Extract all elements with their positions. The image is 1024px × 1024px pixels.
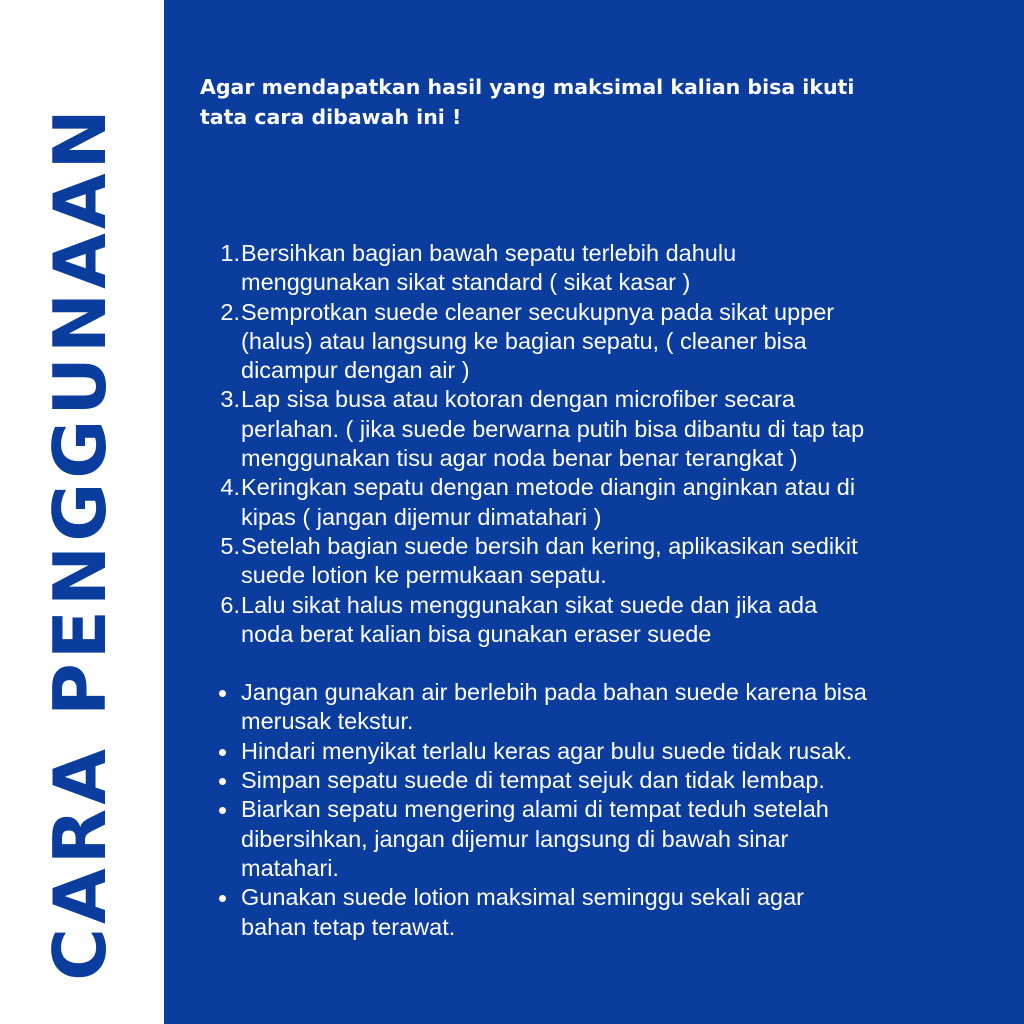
instructions-list <box>164 239 867 942</box>
bullet-icon <box>219 807 226 814</box>
step-line: suede lotion ke permukaan sepatu. <box>241 562 607 589</box>
step-line: (halus) atau langsung ke bagian sepatu, ( cleaner bisa <box>241 327 807 354</box>
bullet-icon <box>219 749 226 756</box>
step-line: Keringkan sepatu dengan metode diangin anginkan atau di <box>241 474 856 501</box>
step-line: dicampur dengan air ) <box>241 357 470 384</box>
bullet-icon <box>219 895 226 902</box>
tip-line: dibersihkan, jangan dijemur langsung di bawah sinar <box>241 825 789 852</box>
step-line: noda berat kalian bisa gunakan eraser suede <box>241 620 712 647</box>
tip-line: Gunakan suede lotion maksimal seminggu sekali agar <box>241 884 805 911</box>
intro-text <box>200 72 854 132</box>
tip-item <box>164 678 867 737</box>
step-line: kipas ( jangan dijemur dimatahari ) <box>241 503 602 530</box>
step-item <box>164 591 867 650</box>
bullet-icon <box>219 690 226 697</box>
step-line: Lap sisa busa atau kotoran dengan microfiber secara <box>241 386 795 413</box>
tip-line: Hindari menyikat terlalu keras agar bulu suede tidak rusak. <box>241 737 853 764</box>
step-number: 1. <box>220 240 240 266</box>
tip-line: Biarkan sepatu mengering alami di tempat teduh setelah <box>241 796 829 823</box>
step-line: Setelah bagian suede bersih dan kering, aplikasikan sedikit <box>241 532 858 559</box>
bullet-icon <box>219 778 226 785</box>
tip-line: Simpan sepatu suede di tempat sejuk dan tidak lembap. <box>241 767 825 794</box>
tip-item <box>164 883 867 942</box>
step-line: menggunakan tisu agar noda benar benar terangkat ) <box>241 445 798 472</box>
tip-item <box>164 766 867 795</box>
vertical-title: CARA PENGGUNAAN <box>38 105 122 981</box>
list-spacer <box>164 649 867 678</box>
intro-line: tata cara dibawah ini ! <box>200 105 462 129</box>
step-line: Lalu sikat halus menggunakan sikat suede dan jika ada <box>241 591 818 618</box>
step-line: Semprotkan suede cleaner secukupnya pada sikat upper <box>241 298 835 325</box>
step-number: 4. <box>220 474 240 501</box>
step-number: 2. <box>220 298 240 325</box>
tip-item <box>164 795 867 883</box>
step-number: 6. <box>220 591 240 618</box>
step-item <box>164 298 867 386</box>
tip-line: Jangan gunakan air berlebih pada bahan suede karena bisa <box>241 679 867 706</box>
step-item <box>164 473 867 532</box>
tip-line: merusak tekstur. <box>241 708 414 735</box>
step-line: Bersihkan bagian bawah sepatu terlebih dahulu <box>241 240 737 266</box>
intro-line: Agar mendapatkan hasil yang maksimal kalian bisa ikuti <box>200 75 855 99</box>
step-item <box>164 385 867 473</box>
step-line: perlahan. ( jika suede berwarna putih bisa dibantu di tap tap <box>241 415 865 442</box>
tip-line: matahari. <box>241 854 339 881</box>
step-item <box>164 239 867 298</box>
tip-line: bahan tetap terawat. <box>241 913 456 940</box>
content-panel <box>164 0 1024 1024</box>
step-number: 5. <box>220 532 240 559</box>
tip-item <box>164 737 867 766</box>
step-item <box>164 532 867 591</box>
side-strip <box>0 0 164 1024</box>
step-line: menggunakan sikat standard ( sikat kasar ) <box>241 269 691 296</box>
step-number: 3. <box>220 386 240 413</box>
